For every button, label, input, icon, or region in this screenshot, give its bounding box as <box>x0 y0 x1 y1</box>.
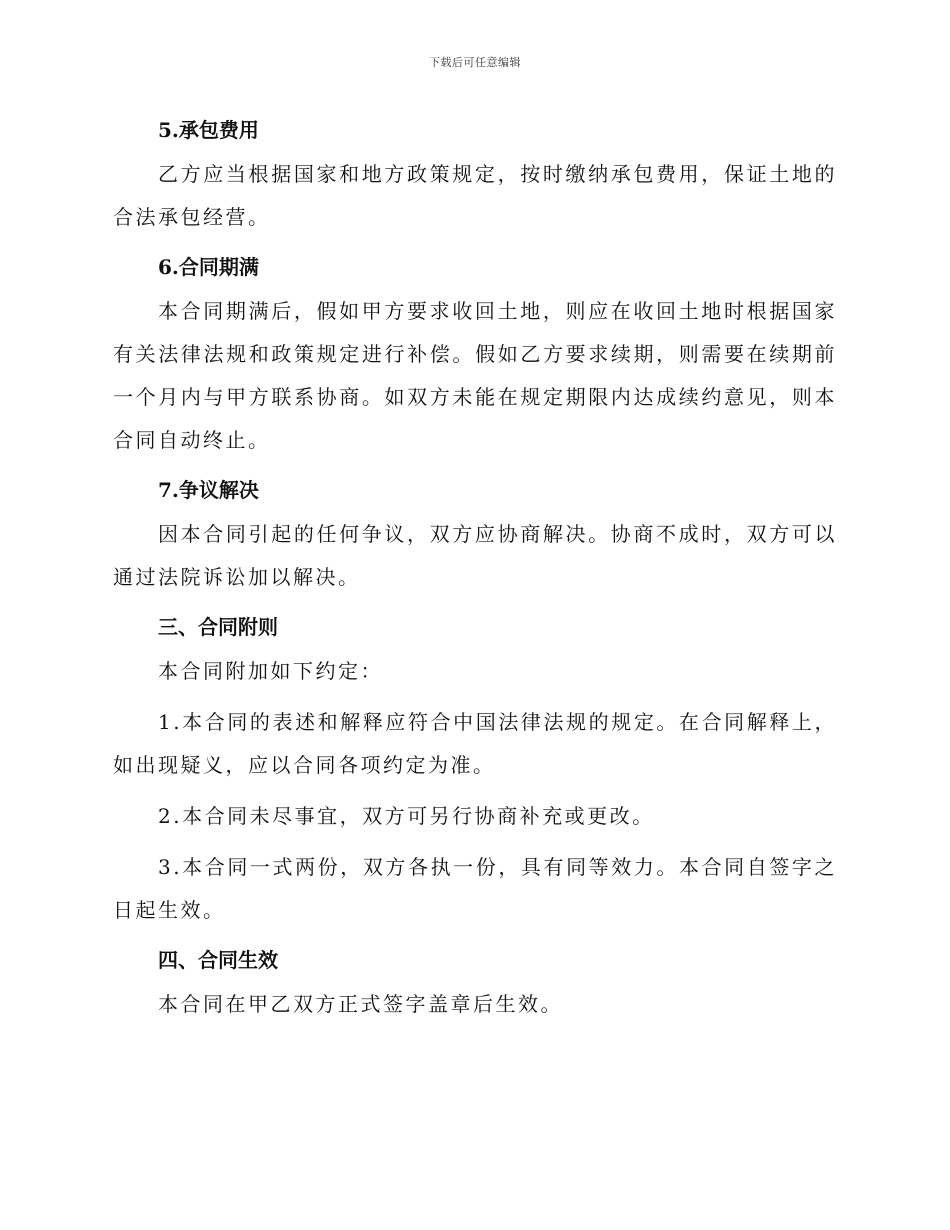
section-heading: 7.争议解决 <box>158 478 259 502</box>
section-heading: 四、合同生效 <box>158 948 278 972</box>
document-body <box>113 110 837 1034</box>
section-effect <box>113 940 837 983</box>
paragraph: 2.本合同未尽事宜，双方可另行协商补充或更改。 <box>158 804 655 828</box>
section-6 <box>113 247 837 290</box>
paragraph: 因本合同引起的任何争议，双方应协商解决。协商不成时，双方可以通过法院诉讼加以解决。 <box>113 522 837 589</box>
section-supplementary <box>113 607 837 650</box>
section-heading: 5.承包费用 <box>158 118 259 142</box>
paragraph: 本合同附加如下约定： <box>158 659 383 683</box>
paragraph: 乙方应当根据国家和地方政策规定，按时缴纳承包费用，保证土地的合法承包经营。 <box>113 162 837 229</box>
section-heading: 6.合同期满 <box>158 255 259 279</box>
paragraph: 1.本合同的表述和解释应符合中国法律法规的规定。在合同解释上，如出现疑义，应以合同各项约定为准。 <box>113 710 837 777</box>
paragraph: 本合同在甲乙双方正式签字盖章后生效。 <box>158 992 563 1016</box>
paragraph: 本合同期满后，假如甲方要求收回土地，则应在收回土地时根据国家有关法律法规和政策规定进行补偿。假如乙方要求续期，则需要在续期前一个月内与甲方联系协商。如双方未能在规定期限内达成续约意见，则本合同自动终止。 <box>113 299 837 452</box>
page-header: 下载后可任意编辑 <box>429 56 521 69</box>
section-heading: 三、合同附则 <box>158 615 278 639</box>
section-7 <box>113 470 837 513</box>
section-5 <box>113 110 837 153</box>
paragraph: 3.本合同一式两份，双方各执一份，具有同等效力。本合同自签字之日起生效。 <box>113 855 837 922</box>
